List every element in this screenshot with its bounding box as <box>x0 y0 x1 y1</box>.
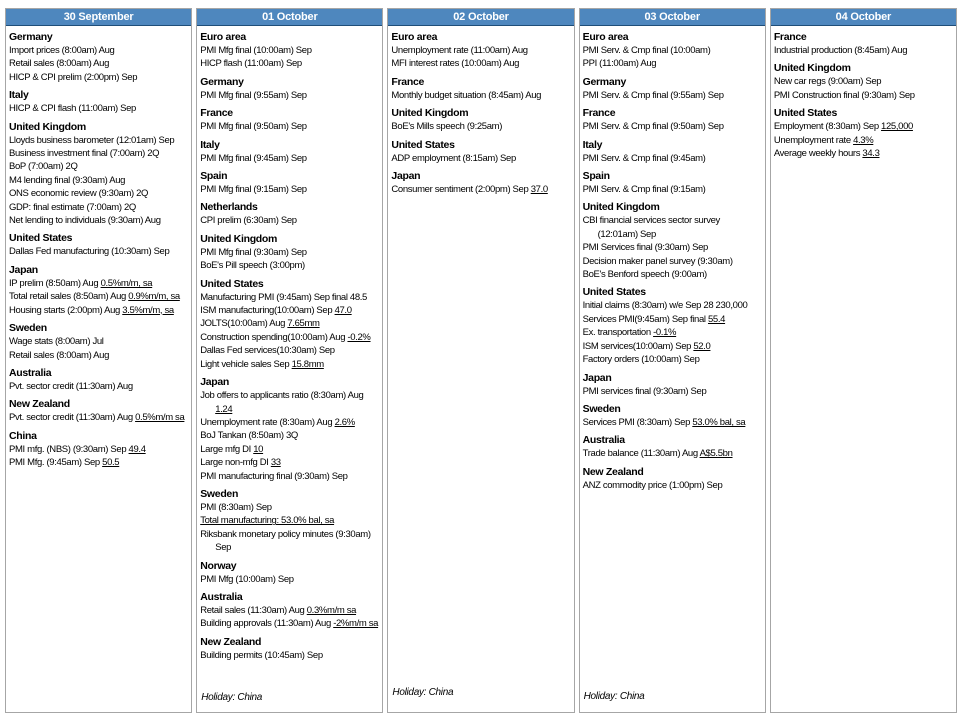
event-text: HICP flash (11:00am) Sep <box>200 58 302 70</box>
event-text: JOLTS(10:00am) Aug <box>200 318 288 330</box>
event-text: HICP & CPI flash (11:00am) Sep <box>9 103 136 115</box>
event-text: Industrial production (8:45am) Aug <box>773 45 908 56</box>
event-text: PMI Construction final (9:30am) Sep <box>773 89 915 101</box>
event-text: IP prelim (8:50am) Aug <box>9 277 101 289</box>
country-heading: Euro area <box>200 31 246 43</box>
event-text: Large non-mfg DI <box>200 457 271 469</box>
event-item <box>200 44 379 57</box>
event-value-underlined: 1.24 <box>215 403 233 415</box>
event-text: MFI interest rates (10:00am) Aug <box>391 58 520 70</box>
day-body <box>771 26 956 160</box>
event-item <box>200 331 379 344</box>
country-section <box>391 30 570 71</box>
event-item <box>200 304 379 317</box>
event-item <box>583 353 762 366</box>
event-value-underlined: 0.5%m/m sa <box>135 412 185 424</box>
event-text: PMI Mfg final (9:30am) Sep <box>200 246 307 258</box>
event-text: Unemployment rate (8:30am) Aug <box>200 416 335 428</box>
event-item <box>583 152 762 165</box>
event-text: ADP employment (8:15am) Sep <box>391 152 516 164</box>
event-item <box>9 160 188 173</box>
event-text: PMI Services final (9:30am) Sep <box>582 242 708 254</box>
event-item <box>200 573 379 586</box>
country-heading: Japan <box>200 376 230 389</box>
country-heading: United States <box>200 277 264 290</box>
event-item <box>200 456 379 469</box>
country-section <box>200 75 379 102</box>
event-item <box>583 416 762 429</box>
event-text: PMI Serv. & Cmp final (9:50am) Sep <box>582 121 724 133</box>
event-text: Light vehicle sales Sep <box>200 358 292 370</box>
country-heading: Germany <box>9 31 53 43</box>
country-heading: New Zealand <box>9 398 70 411</box>
event-item <box>774 134 953 147</box>
country-heading: United States <box>773 107 838 120</box>
day-body <box>580 26 765 492</box>
country-section <box>583 433 762 460</box>
event-item <box>9 277 188 290</box>
event-value-underlined: 37.0 <box>530 184 548 196</box>
country-heading: United Kingdom <box>9 120 86 133</box>
event-item <box>9 380 188 393</box>
day-header: 30 September <box>5 8 192 26</box>
event-text: Trade balance (11:30am) Aug <box>582 448 700 460</box>
event-item <box>200 604 379 617</box>
event-item <box>9 245 188 258</box>
event-item <box>9 102 188 115</box>
country-section <box>9 429 188 470</box>
country-section <box>200 138 379 165</box>
event-text: Average weekly hours <box>773 148 863 160</box>
event-text: Retail sales (8:00am) Aug <box>9 58 110 70</box>
event-item <box>200 358 379 371</box>
country-section <box>391 106 570 133</box>
event-text: PMI Serv. & Cmp final (9:55am) Sep <box>582 89 724 101</box>
event-text: PMI Mfg final (9:50am) Sep <box>200 121 307 133</box>
event-item <box>583 214 762 241</box>
country-section <box>9 30 188 84</box>
country-heading: Italy <box>582 138 603 151</box>
event-text: Factory orders (10:00am) Sep <box>582 354 700 366</box>
event-item <box>774 120 953 133</box>
country-heading: Netherlands <box>200 201 258 214</box>
day-body <box>197 26 382 662</box>
country-heading: United States <box>391 138 455 151</box>
country-heading: Germany <box>200 75 244 88</box>
event-text: PMI Mfg. (9:45am) Sep <box>9 457 103 469</box>
event-value-underlined: Total manufacturing: 53.0% bal, sa <box>200 515 335 527</box>
country-section <box>391 169 570 196</box>
event-text: CPI prelim (6:30am) Sep <box>200 215 297 227</box>
country-heading: France <box>391 75 425 88</box>
country-heading: France <box>200 107 233 120</box>
country-section <box>200 30 379 71</box>
event-item <box>200 317 379 330</box>
event-text: BoE's Benford speech (9:00am) <box>582 269 707 281</box>
event-text: Services PMI (8:30am) Sep <box>582 416 693 428</box>
event-text: Pvt. sector credit (11:30am) Aug <box>9 412 136 424</box>
country-heading: Spain <box>200 170 228 183</box>
country-heading: Euro area <box>582 31 629 43</box>
event-item <box>774 75 953 88</box>
country-heading: United Kingdom <box>582 201 660 214</box>
country-heading: Japan <box>582 371 612 384</box>
event-item <box>200 89 379 102</box>
event-text: Pvt. sector credit (11:30am) Aug <box>9 380 133 392</box>
event-item <box>583 385 762 398</box>
event-text: BoP (7:00am) 2Q <box>9 161 78 173</box>
event-item <box>200 214 379 227</box>
event-item <box>9 187 188 200</box>
event-item <box>200 617 379 630</box>
event-text: Riksbank monetary policy minutes (9:30am) Sep <box>200 528 371 554</box>
event-item <box>200 389 379 416</box>
event-item <box>200 443 379 456</box>
event-item <box>391 120 570 133</box>
event-value-underlined: 15.8mm <box>291 358 324 370</box>
country-section <box>9 321 188 362</box>
event-item <box>583 479 762 492</box>
event-text: Import prices (8:00am) Aug <box>9 45 115 56</box>
event-item <box>391 152 570 165</box>
event-value-underlined: 55.4 <box>707 313 726 325</box>
country-heading: Italy <box>200 138 220 151</box>
event-item <box>9 201 188 214</box>
event-item <box>9 174 188 187</box>
event-text: Dallas Fed manufacturing (10:30am) Sep <box>9 246 170 258</box>
country-section <box>583 371 762 398</box>
event-item <box>200 470 379 483</box>
event-text: PMI Serv. & Cmp final (9:45am) <box>582 152 706 164</box>
country-heading: United Kingdom <box>773 62 851 75</box>
country-section <box>774 106 953 160</box>
event-item <box>583 268 762 281</box>
event-text: Retail sales (8:00am) Aug <box>9 349 110 361</box>
event-text: PPI (11:00am) Aug <box>582 58 657 70</box>
economic-calendar <box>5 8 957 713</box>
country-section <box>9 120 188 228</box>
country-section <box>9 397 188 424</box>
event-text: PMI Mfg final (10:00am) Sep <box>200 45 312 56</box>
holiday-note: Holiday: China <box>201 692 263 703</box>
event-item <box>583 313 762 326</box>
country-heading: Sweden <box>9 322 47 335</box>
country-heading: New Zealand <box>582 465 644 478</box>
country-section <box>9 263 188 317</box>
event-item <box>200 120 379 133</box>
day-column <box>196 8 383 713</box>
event-text: Unemployment rate <box>773 134 854 146</box>
event-text: Wage stats (8:00am) Jul <box>9 336 104 348</box>
event-text: Large mfg DI <box>200 443 254 455</box>
country-section <box>200 590 379 631</box>
country-heading: France <box>582 107 616 120</box>
country-section <box>583 169 762 196</box>
event-text: ONS economic review (9:30am) 2Q <box>9 188 149 200</box>
day-header: 01 October <box>196 8 383 26</box>
event-text: Lloyds business barometer (12:01am) Sep <box>9 134 175 146</box>
event-item <box>9 290 188 303</box>
event-value-underlined: 2.6% <box>334 416 355 428</box>
event-text: Building approvals (11:30am) Aug <box>200 618 334 630</box>
event-item <box>9 443 188 456</box>
country-heading: Australia <box>9 366 52 379</box>
event-text: Initial claims (8:30am) w/e Sep 28 230,000 <box>582 300 748 312</box>
country-heading: Spain <box>582 170 610 183</box>
event-value-underlined: 0.3%m/m sa <box>306 604 357 616</box>
country-section <box>200 375 379 483</box>
country-heading: Italy <box>9 89 29 102</box>
country-heading: Norway <box>200 559 237 572</box>
event-text: Building permits (10:45am) Sep <box>200 649 323 661</box>
day-column <box>5 8 192 713</box>
event-text: PMI Mfg final (9:45am) Sep <box>200 152 307 164</box>
country-section <box>391 75 570 102</box>
event-item <box>391 183 570 196</box>
event-value-underlined: 34.3 <box>862 148 880 160</box>
event-text: GDP: final estimate (7:00am) 2Q <box>9 201 136 213</box>
event-text: ISM services(10:00am) Sep <box>582 340 694 352</box>
country-heading: Australia <box>200 590 243 603</box>
event-item <box>200 291 379 304</box>
event-value-underlined: -0.1% <box>653 327 677 339</box>
event-item <box>583 340 762 353</box>
event-text: PMI (8:30am) Sep <box>200 501 272 513</box>
event-text: Decision maker panel survey (9:30am) <box>582 255 733 267</box>
day-header: 04 October <box>770 8 957 26</box>
day-header: 02 October <box>387 8 574 26</box>
event-value-underlined: 52.0 <box>693 340 711 352</box>
event-value-underlined: 47.0 <box>334 305 352 317</box>
event-item <box>583 326 762 339</box>
event-item <box>200 57 379 70</box>
country-section <box>9 88 188 115</box>
country-heading: Euro area <box>391 31 438 43</box>
event-value-underlined: -2%m/m sa <box>333 618 379 630</box>
country-section <box>774 30 953 57</box>
event-item <box>9 304 188 317</box>
event-item <box>391 44 570 57</box>
event-text: Consumer sentiment (2:00pm) Sep <box>391 184 531 196</box>
country-heading: United States <box>582 286 646 299</box>
country-heading: Australia <box>582 434 625 447</box>
day-column <box>770 8 957 713</box>
country-section <box>774 61 953 102</box>
event-text: BoE's Pill speech (3:00pm) <box>200 260 305 272</box>
event-text: Services PMI(9:45am) Sep final <box>582 313 708 325</box>
event-item <box>583 57 762 70</box>
event-value-underlined: 4.3% <box>853 134 874 146</box>
country-section <box>583 75 762 102</box>
event-text: Manufacturing PMI (9:45am) Sep final 48.5 <box>200 291 367 303</box>
event-item <box>200 246 379 259</box>
event-item <box>200 501 379 514</box>
event-item <box>9 349 188 362</box>
event-value-underlined: 0.9%m/m, sa <box>128 291 180 303</box>
country-section <box>391 138 570 165</box>
event-item <box>774 44 953 57</box>
event-item <box>200 183 379 196</box>
country-heading: Germany <box>582 75 627 88</box>
day-column <box>387 8 574 713</box>
event-text: Retail sales (11:30am) Aug <box>200 604 307 616</box>
event-item <box>9 335 188 348</box>
country-section <box>200 635 379 662</box>
event-item <box>9 411 188 424</box>
event-item <box>583 447 762 460</box>
country-section <box>583 106 762 133</box>
event-text: Ex. transportation <box>582 327 654 339</box>
event-value-underlined: A$5.5bn <box>699 448 733 460</box>
event-text: BoJ Tankan (8:50am) 3Q <box>200 430 298 442</box>
event-item <box>583 241 762 254</box>
event-item <box>9 147 188 160</box>
event-item <box>583 183 762 196</box>
event-text: Job offers to applicants ratio (8:30am) Aug <box>200 390 364 402</box>
event-item <box>583 120 762 133</box>
event-text: Dallas Fed services(10:30am) Sep <box>200 345 335 357</box>
event-item <box>200 416 379 429</box>
country-section <box>583 200 762 281</box>
country-section <box>200 487 379 555</box>
event-item <box>391 89 570 102</box>
day-body <box>388 26 573 196</box>
country-heading: Japan <box>391 170 421 183</box>
event-item <box>9 57 188 70</box>
event-text: New car regs (9:00am) Sep <box>773 76 882 88</box>
event-item <box>774 147 953 160</box>
event-text: Business investment final (7:00am) 2Q <box>9 148 160 160</box>
event-value-underlined: 53.0% bal, sa <box>692 416 746 428</box>
event-text: PMI Mfg final (9:15am) Sep <box>200 184 307 196</box>
event-text: PMI Mfg (10:00am) Sep <box>200 573 294 585</box>
event-text: Employment (8:30am) Sep <box>773 121 882 133</box>
country-section <box>200 559 379 586</box>
country-section <box>9 366 188 393</box>
event-value-underlined: 33 <box>270 457 281 469</box>
day-body <box>6 26 191 470</box>
event-text: Construction spending(10:00am) Aug <box>200 331 348 343</box>
event-text: HICP & CPI prelim (2:00pm) Sep <box>9 71 138 83</box>
event-value-underlined: 49.4 <box>128 443 146 455</box>
event-text: Net lending to individuals (9:30am) Aug <box>9 215 161 227</box>
event-text: CBI financial services sector survey (12:01am) Sep <box>582 215 720 240</box>
country-heading: Sweden <box>200 487 239 500</box>
event-item <box>391 57 570 70</box>
event-text: Total retail sales (8:50am) Aug <box>9 291 129 303</box>
holiday-note: Holiday: China <box>392 687 454 698</box>
event-item <box>9 456 188 469</box>
event-value-underlined: -0.2% <box>347 331 371 343</box>
event-value-underlined: 125,000 <box>881 121 913 133</box>
event-text: Unemployment rate (11:00am) Aug <box>391 45 528 56</box>
event-value-underlined: 10 <box>253 443 264 455</box>
event-item <box>200 259 379 272</box>
country-section <box>200 232 379 273</box>
country-heading: United States <box>9 232 73 245</box>
event-text: PMI Serv. & Cmp final (9:15am) <box>582 184 706 196</box>
country-heading: Japan <box>9 263 38 276</box>
event-item <box>583 299 762 312</box>
event-item <box>9 214 188 227</box>
event-text: PMI Serv. & Cmp final (10:00am) <box>582 45 711 56</box>
event-text: BoE's Mills speech (9:25am) <box>391 121 503 133</box>
event-value-underlined: 0.5%m/m, sa <box>100 277 153 289</box>
country-heading: New Zealand <box>200 635 262 648</box>
event-value-underlined: 50.5 <box>102 457 120 469</box>
country-heading: France <box>773 31 807 43</box>
country-section <box>583 465 762 492</box>
country-heading: United Kingdom <box>200 232 278 245</box>
event-item <box>9 71 188 84</box>
event-text: PMI services final (9:30am) Sep <box>582 385 707 397</box>
event-text: PMI Mfg final (9:55am) Sep <box>200 89 307 101</box>
country-section <box>200 106 379 133</box>
event-item <box>200 152 379 165</box>
event-item <box>9 44 188 57</box>
country-section <box>200 200 379 227</box>
event-item <box>200 514 379 527</box>
event-item <box>200 344 379 357</box>
event-value-underlined: 7.65mm <box>287 318 320 330</box>
event-item <box>774 89 953 102</box>
country-section <box>583 30 762 71</box>
event-text: Monthly budget situation (8:45am) Aug <box>391 89 542 101</box>
country-section <box>200 169 379 196</box>
event-item <box>200 528 379 555</box>
event-item <box>583 89 762 102</box>
country-section <box>200 277 379 371</box>
event-text: M4 lending final (9:30am) Aug <box>9 174 126 186</box>
country-section <box>9 231 188 258</box>
event-text: Housing starts (2:00pm) Aug <box>9 304 123 316</box>
event-text: ISM manufacturing(10:00am) Sep <box>200 305 335 317</box>
country-section <box>583 402 762 429</box>
event-item <box>200 649 379 662</box>
event-text: PMI mfg. (NBS) (9:30am) Sep <box>9 443 129 455</box>
event-item <box>583 255 762 268</box>
event-item <box>9 134 188 147</box>
holiday-note: Holiday: China <box>583 691 645 702</box>
event-value-underlined: 3.5%m/m, sa <box>122 304 174 316</box>
country-heading: Sweden <box>582 402 621 415</box>
event-text: PMI manufacturing final (9:30am) Sep <box>200 470 348 482</box>
country-section <box>583 285 762 366</box>
event-text: ANZ commodity price (1:00pm) Sep <box>582 479 723 491</box>
event-item <box>583 44 762 57</box>
country-heading: United Kingdom <box>391 107 469 120</box>
country-section <box>583 138 762 165</box>
day-header: 03 October <box>579 8 766 26</box>
country-heading: China <box>9 429 37 442</box>
day-column <box>579 8 766 713</box>
event-item <box>200 429 379 442</box>
